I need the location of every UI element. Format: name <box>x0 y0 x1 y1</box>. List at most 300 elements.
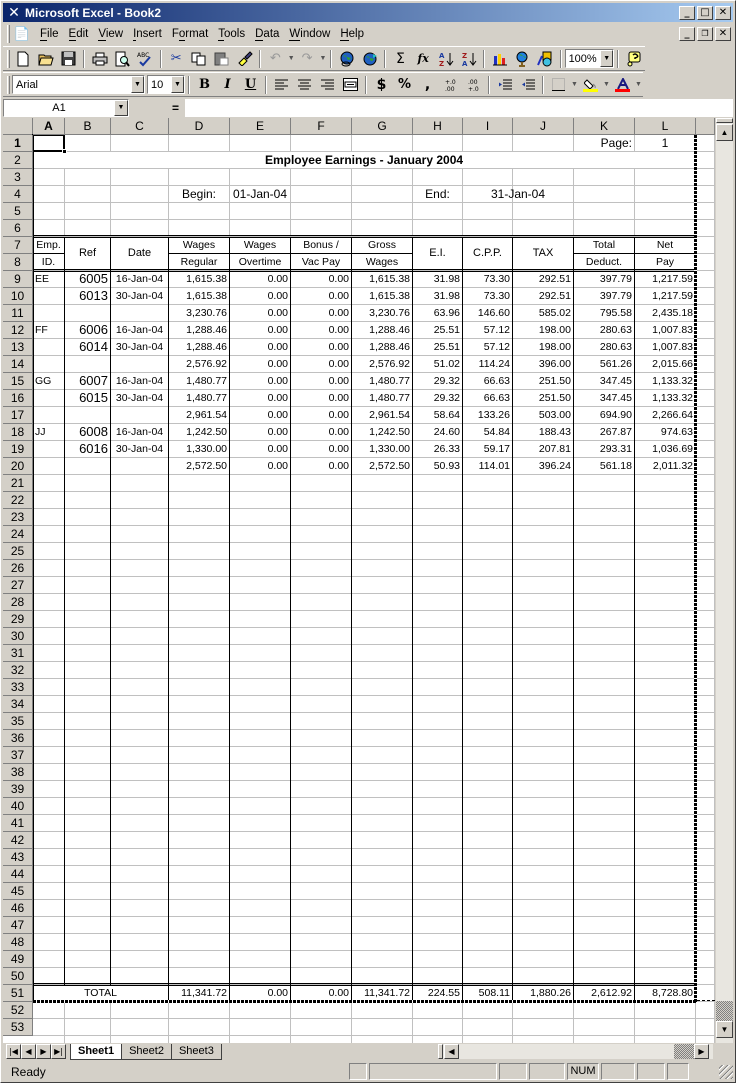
sort-descending-icon[interactable] <box>457 48 480 70</box>
chevron-down-icon[interactable]: ▼ <box>131 76 144 93</box>
data-cell[interactable]: 114.24 <box>478 358 510 370</box>
data-cell[interactable]: 51.02 <box>433 358 460 370</box>
menu-tools[interactable] <box>213 25 250 43</box>
total-cell[interactable]: 11,341.72 <box>181 987 227 999</box>
data-cell[interactable]: FF <box>35 324 48 336</box>
data-cell[interactable]: 0.00 <box>328 443 349 455</box>
data-cell[interactable]: 503.00 <box>538 409 571 421</box>
row-header[interactable]: 6 <box>3 220 33 237</box>
data-cell[interactable]: 0.00 <box>328 341 349 353</box>
column-header-F[interactable]: F <box>291 118 352 135</box>
scroll-right-button[interactable]: ▶ <box>694 1044 709 1059</box>
data-cell[interactable]: 3,230.76 <box>186 307 227 319</box>
data-cell[interactable]: 694.90 <box>599 409 632 421</box>
data-cell[interactable]: 397.79 <box>599 290 632 302</box>
row-header[interactable]: 19 <box>3 441 33 458</box>
column-heading[interactable]: Ref <box>78 247 97 259</box>
data-cell[interactable]: 2,266.64 <box>652 409 693 421</box>
report-title[interactable]: Employee Earnings - January 2004 <box>264 153 464 167</box>
toolbar-grip[interactable] <box>7 50 10 68</box>
data-cell[interactable]: 1,007.83 <box>652 341 693 353</box>
chevron-down-icon[interactable]: ▼ <box>171 76 184 93</box>
data-cell[interactable]: 30-Jan-04 <box>115 443 164 455</box>
borders-dropdown[interactable]: ▼ <box>571 81 578 88</box>
row-header[interactable]: 15 <box>3 373 33 390</box>
total-label[interactable]: TOTAL <box>84 987 117 999</box>
row-header[interactable]: 52 <box>3 1002 33 1019</box>
row-header[interactable]: 10 <box>3 288 33 305</box>
data-cell[interactable]: 280.63 <box>599 341 632 353</box>
column-heading[interactable]: Deduct. <box>585 256 623 268</box>
row-header[interactable]: 23 <box>3 509 33 526</box>
data-cell[interactable]: 0.00 <box>267 392 288 404</box>
row-header[interactable]: 22 <box>3 492 33 509</box>
data-cell[interactable]: 188.43 <box>538 426 571 438</box>
data-cell[interactable]: 0.00 <box>267 409 288 421</box>
data-cell[interactable]: 29.32 <box>433 392 460 404</box>
data-cell[interactable]: 6008 <box>79 424 108 439</box>
data-cell[interactable]: 1,288.46 <box>186 341 227 353</box>
row-header[interactable]: 43 <box>3 849 33 866</box>
first-sheet-button[interactable]: |◀ <box>6 1044 21 1059</box>
row-header[interactable]: 34 <box>3 696 33 713</box>
data-cell[interactable]: 0.00 <box>328 307 349 319</box>
data-cell[interactable]: 2,572.50 <box>186 460 227 472</box>
percent-button[interactable]: % <box>397 77 412 92</box>
menu-data[interactable] <box>250 25 284 43</box>
total-cell[interactable]: 0.00 <box>328 987 349 999</box>
data-cell[interactable]: 16-Jan-04 <box>115 273 164 285</box>
data-cell[interactable]: 1,288.46 <box>369 341 410 353</box>
data-cell[interactable]: 251.50 <box>538 375 571 387</box>
data-cell[interactable]: 6014 <box>79 339 108 354</box>
column-header-J[interactable]: J <box>513 118 574 135</box>
data-cell[interactable]: 24.60 <box>433 426 460 438</box>
decrease-indent-icon[interactable] <box>493 74 516 96</box>
total-cell[interactable]: 8,728.80 <box>652 987 693 999</box>
column-heading[interactable]: Pay <box>655 256 675 268</box>
data-cell[interactable]: 1,242.50 <box>186 426 227 438</box>
data-cell[interactable]: 114.01 <box>478 460 510 472</box>
data-cell[interactable]: 6007 <box>79 373 108 388</box>
font-name-select[interactable] <box>12 75 145 94</box>
undo-dropdown[interactable]: ▼ <box>287 55 295 62</box>
column-heading[interactable]: Gross <box>367 239 396 251</box>
row-header[interactable]: 17 <box>3 407 33 424</box>
align-left-icon[interactable] <box>270 74 293 96</box>
data-cell[interactable]: 1,615.38 <box>369 273 410 285</box>
row-header[interactable]: 35 <box>3 713 33 730</box>
data-cell[interactable]: 293.31 <box>599 443 632 455</box>
formula-input[interactable] <box>185 99 733 117</box>
data-cell[interactable]: 1,036.69 <box>652 443 693 455</box>
data-cell[interactable]: 198.00 <box>538 324 571 336</box>
data-cell[interactable]: 0.00 <box>328 290 349 302</box>
data-cell[interactable]: 561.26 <box>599 358 632 370</box>
data-cell[interactable]: 2,435.18 <box>652 307 693 319</box>
row-header[interactable]: 7 <box>3 237 33 254</box>
row-header[interactable]: 20 <box>3 458 33 475</box>
total-cell[interactable]: 1,880.26 <box>530 987 571 999</box>
data-cell[interactable]: 1,615.38 <box>369 290 410 302</box>
begin-label[interactable]: Begin: <box>181 187 217 201</box>
data-cell[interactable]: 0.00 <box>328 375 349 387</box>
column-heading[interactable]: Total <box>592 239 616 251</box>
data-cell[interactable]: 0.00 <box>267 375 288 387</box>
row-header[interactable]: 30 <box>3 628 33 645</box>
new-icon[interactable] <box>12 48 35 70</box>
vertical-scrollbar[interactable] <box>715 118 733 1043</box>
row-header[interactable]: 3 <box>3 169 33 186</box>
column-heading[interactable]: Wages <box>182 239 216 251</box>
data-cell[interactable]: 347.45 <box>599 392 632 404</box>
menu-help[interactable] <box>335 25 369 43</box>
end-date[interactable]: 31-Jan-04 <box>490 187 546 201</box>
data-cell[interactable]: 1,480.77 <box>369 375 410 387</box>
data-cell[interactable]: 16-Jan-04 <box>115 375 164 387</box>
row-header[interactable]: 36 <box>3 730 33 747</box>
data-cell[interactable]: 30-Jan-04 <box>115 290 164 302</box>
scroll-up-button[interactable]: ▲ <box>716 124 733 141</box>
row-header[interactable]: 8 <box>3 254 33 271</box>
data-cell[interactable]: 0.00 <box>328 324 349 336</box>
row-header[interactable]: 2 <box>3 152 33 169</box>
redo-icon[interactable]: ↷ <box>301 51 313 66</box>
data-cell[interactable]: 1,330.00 <box>369 443 410 455</box>
data-cell[interactable]: 198.00 <box>538 341 571 353</box>
prev-sheet-button[interactable]: ◀ <box>21 1044 36 1059</box>
cell-area[interactable] <box>33 135 715 1043</box>
data-cell[interactable]: 6006 <box>79 322 108 337</box>
column-heading[interactable]: TAX <box>532 247 554 259</box>
row-header[interactable]: 41 <box>3 815 33 832</box>
column-header-B[interactable]: B <box>65 118 111 135</box>
column-header-M[interactable] <box>696 118 715 135</box>
spelling-icon[interactable] <box>134 48 157 70</box>
fill-handle[interactable] <box>62 149 67 154</box>
fill-color-dropdown[interactable]: ▼ <box>603 81 610 88</box>
row-header[interactable]: 37 <box>3 747 33 764</box>
column-header-H[interactable]: H <box>413 118 463 135</box>
save-icon[interactable] <box>58 48 81 70</box>
data-cell[interactable]: 63.96 <box>433 307 460 319</box>
data-cell[interactable]: 267.87 <box>599 426 632 438</box>
data-cell[interactable]: 50.93 <box>433 460 460 472</box>
workbook-icon[interactable]: 📄 <box>13 26 31 41</box>
data-cell[interactable]: 73.30 <box>483 290 510 302</box>
decrease-decimal-icon[interactable] <box>462 74 485 96</box>
format-painter-icon[interactable] <box>233 48 256 70</box>
data-cell[interactable]: 0.00 <box>328 460 349 472</box>
data-cell[interactable]: 251.50 <box>538 392 571 404</box>
sort-ascending-icon[interactable] <box>435 48 458 70</box>
resize-grip[interactable] <box>719 1065 733 1079</box>
data-cell[interactable]: 561.18 <box>599 460 632 472</box>
menu-file[interactable] <box>35 25 64 43</box>
data-cell[interactable]: 207.81 <box>538 443 571 455</box>
last-sheet-button[interactable]: ▶| <box>51 1044 66 1059</box>
row-header[interactable]: 27 <box>3 577 33 594</box>
data-cell[interactable]: 0.00 <box>267 324 288 336</box>
row-header[interactable]: 42 <box>3 832 33 849</box>
sheet-tab-sheet3[interactable]: Sheet3 <box>172 1044 222 1060</box>
chevron-down-icon[interactable]: ▼ <box>600 50 613 67</box>
font-size-select[interactable] <box>147 75 185 94</box>
row-header[interactable]: 5 <box>3 203 33 220</box>
row-header[interactable]: 21 <box>3 475 33 492</box>
column-header-A[interactable]: A <box>33 118 65 135</box>
data-cell[interactable]: 2,961.54 <box>369 409 410 421</box>
workbook-minimize-button[interactable]: _ <box>679 27 695 41</box>
maximize-button[interactable]: □ <box>697 6 713 20</box>
data-cell[interactable]: 292.51 <box>538 273 571 285</box>
data-cell[interactable]: 2,015.66 <box>652 358 693 370</box>
row-header[interactable]: 45 <box>3 883 33 900</box>
column-heading[interactable]: Vac Pay <box>301 256 341 268</box>
paste-icon[interactable] <box>210 48 233 70</box>
data-cell[interactable]: 795.58 <box>599 307 632 319</box>
data-cell[interactable]: 16-Jan-04 <box>115 426 164 438</box>
menu-edit[interactable] <box>64 25 94 43</box>
print-preview-icon[interactable] <box>111 48 134 70</box>
sheet-tab-sheet2[interactable]: Sheet2 <box>122 1044 172 1060</box>
begin-date[interactable]: 01-Jan-04 <box>232 187 288 201</box>
row-header[interactable]: 31 <box>3 645 33 662</box>
data-cell[interactable]: 3,230.76 <box>369 307 410 319</box>
copy-icon[interactable] <box>188 48 211 70</box>
row-header[interactable]: 47 <box>3 917 33 934</box>
fill-color-icon[interactable] <box>579 74 602 96</box>
equals-button[interactable]: = <box>171 100 179 115</box>
data-cell[interactable]: 1,615.38 <box>186 273 227 285</box>
worksheet-grid[interactable] <box>3 118 715 1043</box>
row-header[interactable]: 26 <box>3 560 33 577</box>
data-cell[interactable]: 31.98 <box>433 273 460 285</box>
data-cell[interactable]: 66.63 <box>483 375 510 387</box>
row-header[interactable]: 48 <box>3 934 33 951</box>
menu-window[interactable] <box>284 25 335 43</box>
data-cell[interactable]: 0.00 <box>267 358 288 370</box>
data-cell[interactable]: 30-Jan-04 <box>115 392 164 404</box>
horizontal-scrollbar[interactable] <box>438 1044 713 1059</box>
merge-center-icon[interactable] <box>339 74 362 96</box>
data-cell[interactable]: 1,480.77 <box>369 392 410 404</box>
underline-button[interactable]: U <box>244 77 257 92</box>
total-cell[interactable]: 2,612.92 <box>591 987 632 999</box>
close-button[interactable]: ✕ <box>715 6 731 20</box>
data-cell[interactable]: 396.24 <box>538 460 571 472</box>
data-cell[interactable]: 30-Jan-04 <box>115 341 164 353</box>
data-cell[interactable]: 1,133.32 <box>652 375 693 387</box>
row-header[interactable]: 11 <box>3 305 33 322</box>
column-heading[interactable]: Wages <box>243 239 277 251</box>
open-icon[interactable] <box>35 48 58 70</box>
menu-format[interactable] <box>167 25 213 43</box>
zoom-select[interactable] <box>565 49 615 68</box>
redo-dropdown[interactable]: ▼ <box>319 55 327 62</box>
row-header[interactable]: 28 <box>3 594 33 611</box>
data-cell[interactable]: 1,217.59 <box>652 273 693 285</box>
data-cell[interactable]: 0.00 <box>267 290 288 302</box>
data-cell[interactable]: 0.00 <box>328 409 349 421</box>
column-heading[interactable]: Emp. <box>36 239 61 251</box>
data-cell[interactable]: 396.00 <box>538 358 571 370</box>
menu-insert[interactable] <box>128 25 167 43</box>
increase-decimal-icon[interactable] <box>439 74 462 96</box>
column-header-C[interactable]: C <box>111 118 169 135</box>
row-header[interactable]: 18 <box>3 424 33 441</box>
data-cell[interactable]: 59.17 <box>483 443 510 455</box>
minimize-button[interactable]: _ <box>679 6 695 20</box>
workbook-close-button[interactable]: ✕ <box>715 27 731 41</box>
data-cell[interactable]: 57.12 <box>483 341 510 353</box>
toolbar-grip[interactable] <box>7 25 10 43</box>
data-cell[interactable]: 397.79 <box>599 273 632 285</box>
column-header-K[interactable]: K <box>574 118 635 135</box>
row-header[interactable]: 38 <box>3 764 33 781</box>
data-cell[interactable]: 0.00 <box>267 460 288 472</box>
data-cell[interactable]: 25.51 <box>433 341 460 353</box>
row-header[interactable]: 29 <box>3 611 33 628</box>
data-cell[interactable]: 2,576.92 <box>186 358 227 370</box>
data-cell[interactable]: 0.00 <box>267 307 288 319</box>
data-cell[interactable]: 0.00 <box>267 426 288 438</box>
chart-wizard-icon[interactable] <box>488 48 511 70</box>
scroll-left-button[interactable]: ◀ <box>444 1044 459 1059</box>
row-header[interactable]: 9 <box>3 271 33 288</box>
total-cell[interactable]: 508.11 <box>478 987 510 999</box>
data-cell[interactable]: 1,133.32 <box>652 392 693 404</box>
data-cell[interactable]: 2,576.92 <box>369 358 410 370</box>
total-cell[interactable]: 11,341.72 <box>364 987 410 999</box>
row-header[interactable]: 53 <box>3 1019 33 1036</box>
row-header[interactable]: 32 <box>3 662 33 679</box>
data-cell[interactable]: EE <box>35 273 50 285</box>
data-cell[interactable]: 0.00 <box>267 443 288 455</box>
align-center-icon[interactable] <box>293 74 316 96</box>
column-heading[interactable]: Bonus / <box>303 239 339 251</box>
column-heading[interactable]: Overtime <box>238 256 282 268</box>
data-cell[interactable]: 585.02 <box>538 307 571 319</box>
total-cell[interactable]: 0.00 <box>267 987 288 999</box>
data-cell[interactable]: 6016 <box>79 441 108 456</box>
column-heading[interactable]: Net <box>656 239 674 251</box>
data-cell[interactable]: 2,572.50 <box>369 460 410 472</box>
total-cell[interactable]: 224.55 <box>427 987 460 999</box>
cut-icon[interactable]: ✂ <box>170 51 182 66</box>
name-box[interactable] <box>3 99 129 117</box>
sheet-tab-sheet1[interactable]: Sheet1 <box>70 1044 122 1060</box>
data-cell[interactable]: 1,330.00 <box>186 443 227 455</box>
next-sheet-button[interactable]: ▶ <box>36 1044 51 1059</box>
data-cell[interactable]: 0.00 <box>328 392 349 404</box>
data-cell[interactable]: 1,217.59 <box>652 290 693 302</box>
column-heading[interactable]: Regular <box>180 256 218 268</box>
scroll-down-button[interactable]: ▼ <box>716 1021 733 1038</box>
column-heading[interactable]: C.P.P. <box>473 247 502 259</box>
data-cell[interactable]: 2,961.54 <box>186 409 227 421</box>
bold-button[interactable]: B <box>199 77 210 92</box>
paste-function-icon[interactable]: fx <box>417 52 429 65</box>
data-cell[interactable]: 1,242.50 <box>369 426 410 438</box>
row-header[interactable]: 33 <box>3 679 33 696</box>
data-cell[interactable]: 0.00 <box>328 426 349 438</box>
data-cell[interactable]: 66.63 <box>483 392 510 404</box>
data-cell[interactable]: 25.51 <box>433 324 460 336</box>
row-header[interactable]: 51 <box>3 985 33 1002</box>
data-cell[interactable]: 1,480.77 <box>186 375 227 387</box>
workbook-restore-button[interactable]: ❐ <box>697 27 713 41</box>
data-cell[interactable]: 0.00 <box>267 341 288 353</box>
data-cell[interactable]: 26.33 <box>433 443 460 455</box>
row-header[interactable]: 13 <box>3 339 33 356</box>
data-cell[interactable]: 0.00 <box>328 358 349 370</box>
font-color-icon[interactable] <box>611 74 634 96</box>
page-number[interactable]: 1 <box>661 136 669 150</box>
menu-view[interactable] <box>93 25 128 43</box>
help-icon[interactable] <box>622 48 645 70</box>
row-header[interactable]: 4 <box>3 186 33 203</box>
column-header-G[interactable]: G <box>352 118 413 135</box>
select-all-button[interactable] <box>3 118 33 135</box>
currency-button[interactable]: $ <box>376 76 387 93</box>
data-cell[interactable]: 1,615.38 <box>186 290 227 302</box>
data-cell[interactable]: 54.84 <box>483 426 510 438</box>
comma-button[interactable]: , <box>424 76 431 93</box>
italic-button[interactable]: I <box>224 77 231 92</box>
row-header[interactable]: 44 <box>3 866 33 883</box>
vertical-split-box[interactable] <box>716 118 733 123</box>
data-cell[interactable]: 31.98 <box>433 290 460 302</box>
toolbar-grip[interactable] <box>7 76 10 94</box>
data-cell[interactable]: 0.00 <box>328 273 349 285</box>
data-cell[interactable]: 29.32 <box>433 375 460 387</box>
row-header[interactable]: 50 <box>3 968 33 985</box>
vertical-scroll-track[interactable] <box>716 1001 733 1021</box>
data-cell[interactable]: 57.12 <box>483 324 510 336</box>
data-cell[interactable]: 133.26 <box>477 409 510 421</box>
column-heading[interactable]: Date <box>127 247 152 259</box>
borders-icon[interactable] <box>547 74 570 96</box>
chevron-down-icon[interactable]: ▼ <box>114 100 128 116</box>
autosum-icon[interactable]: Σ <box>395 50 405 67</box>
data-cell[interactable]: 58.64 <box>433 409 460 421</box>
column-heading[interactable]: ID. <box>41 256 56 268</box>
row-header[interactable]: 14 <box>3 356 33 373</box>
data-cell[interactable]: 2,011.32 <box>652 460 693 472</box>
data-cell[interactable]: JJ <box>35 426 46 438</box>
row-header[interactable]: 39 <box>3 781 33 798</box>
horizontal-scroll-track[interactable] <box>674 1044 694 1059</box>
data-cell[interactable]: GG <box>35 375 52 387</box>
row-header[interactable]: 16 <box>3 390 33 407</box>
page-label[interactable]: Page: <box>600 136 632 150</box>
data-cell[interactable]: 347.45 <box>599 375 632 387</box>
row-header[interactable]: 1 <box>3 135 33 152</box>
data-cell[interactable]: 1,007.83 <box>652 324 693 336</box>
data-cell[interactable]: 1,288.46 <box>186 324 227 336</box>
drawing-icon[interactable] <box>534 48 557 70</box>
web-toolbar-icon[interactable] <box>358 48 381 70</box>
insert-hyperlink-icon[interactable] <box>335 48 358 70</box>
data-cell[interactable]: 0.00 <box>267 273 288 285</box>
data-cell[interactable]: 73.30 <box>483 273 510 285</box>
increase-indent-icon[interactable] <box>516 74 539 96</box>
print-icon[interactable] <box>88 48 111 70</box>
column-heading[interactable]: E.I. <box>429 247 446 259</box>
row-header[interactable]: 49 <box>3 951 33 968</box>
data-cell[interactable]: 1,480.77 <box>186 392 227 404</box>
